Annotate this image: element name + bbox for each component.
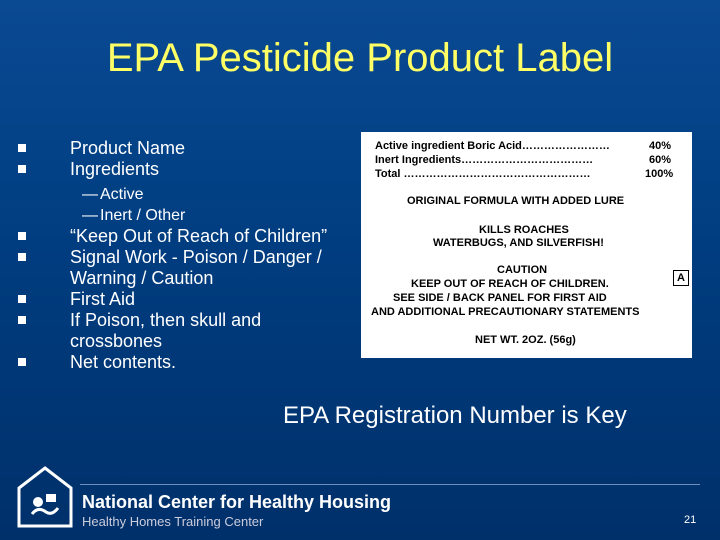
page-number: 21 [684, 514, 697, 526]
bullet-text: Signal Work - Poison / Danger / Warning / Caution [70, 247, 322, 288]
label-kills-waterbugs: WATERBUGS, AND SILVERFISH! [433, 237, 604, 249]
label-net-weight: NET WT. 2OZ. (56g) [475, 334, 576, 346]
bullet-item [8, 247, 338, 289]
bullet-list [8, 138, 338, 373]
bullet-item [8, 289, 338, 310]
label-see-side: SEE SIDE / BACK PANEL FOR FIRST AID [393, 292, 607, 304]
label-inert-ingredients: Inert Ingredients……………………………… [375, 154, 594, 166]
sub-bullet-text: Active [100, 186, 144, 203]
label-side-mark: A [673, 270, 689, 286]
bullet-text: Net contents. [70, 352, 177, 372]
bullet-square-icon [18, 295, 26, 303]
dash-icon: — [82, 207, 98, 224]
bullet-square-icon [18, 232, 26, 240]
label-caution: CAUTION [497, 264, 548, 276]
sub-bullet-item [8, 205, 338, 226]
bullet-item [8, 159, 338, 180]
sub-bullet-item [8, 184, 338, 205]
bullet-text: Ingredients [70, 159, 160, 179]
bullet-text: Product Name [70, 138, 186, 158]
bullet-text: First Aid [70, 289, 136, 309]
dash-icon: — [82, 186, 98, 203]
bullet-item [8, 352, 338, 373]
bullet-text: “Keep Out of Reach of Children” [70, 226, 328, 246]
label-keep-out: KEEP OUT OF REACH OF CHILDREN. [411, 278, 609, 290]
slide-title: EPA Pesticide Product Label [106, 36, 614, 80]
bullet-item [8, 226, 338, 247]
bullet-square-icon [18, 144, 26, 152]
bullet-square-icon [18, 253, 26, 261]
house-logo-icon [16, 464, 74, 530]
bullet-square-icon [18, 316, 26, 324]
label-active-pct: 40% [649, 140, 672, 152]
bullet-item [8, 310, 338, 352]
bullet-square-icon [18, 358, 26, 366]
org-subtitle: Healthy Homes Training Center [82, 514, 264, 529]
footer-rule [80, 484, 700, 485]
bullet-item [8, 138, 338, 159]
label-inert-pct: 60% [649, 154, 672, 166]
bullet-text: If Poison, then skull and crossbones [70, 310, 262, 351]
sub-bullet-text: Inert / Other [100, 207, 186, 224]
label-active-ingredient: Active ingredient Boric Acid…………………… [375, 140, 610, 152]
footer [0, 458, 720, 540]
registration-note: EPA Registration Number is Key [283, 402, 627, 429]
label-kills-roaches: KILLS ROACHES [479, 224, 569, 236]
org-name: National Center for Healthy Housing [82, 492, 392, 512]
pesticide-label-image [361, 132, 692, 358]
label-total: Total …………………………………………… [375, 168, 591, 180]
label-formula: ORIGINAL FORMULA WITH ADDED LURE [407, 195, 625, 207]
bullet-square-icon [18, 165, 26, 173]
label-total-pct: 100% [645, 168, 674, 180]
label-additional: AND ADDITIONAL PRECAUTIONARY STATEMENTS [371, 306, 640, 318]
